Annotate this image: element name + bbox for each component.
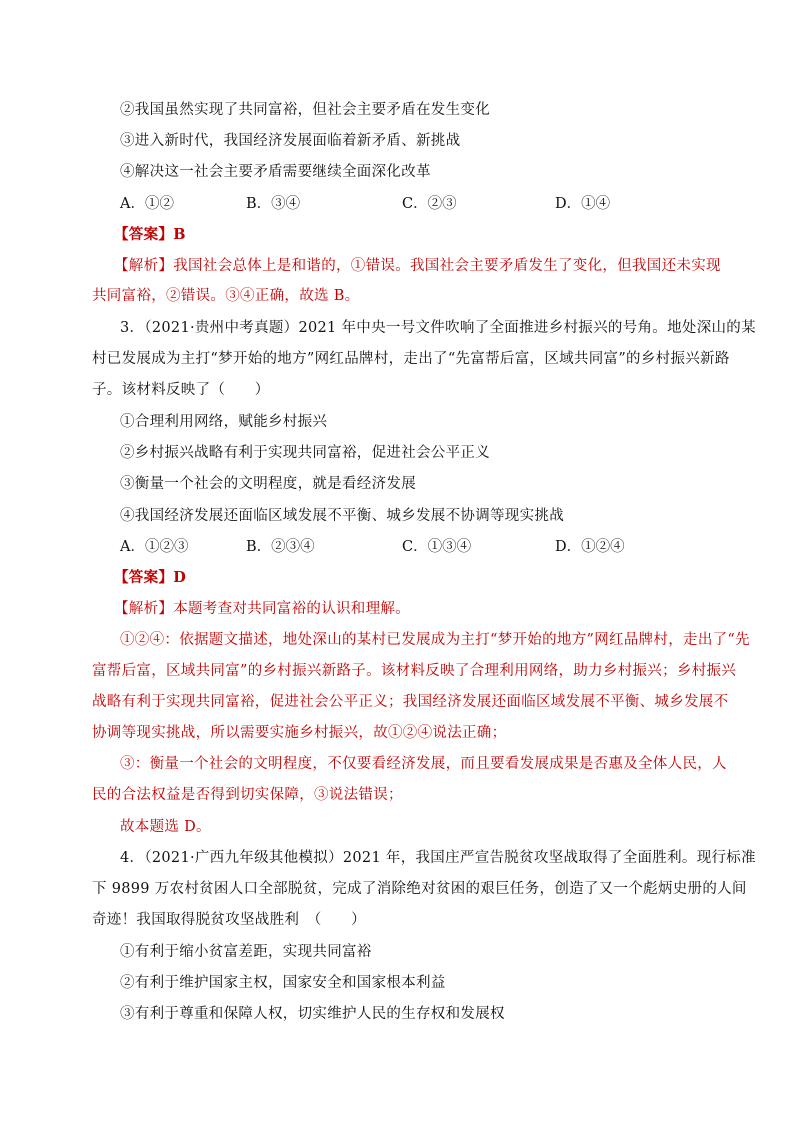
q3-analysis: 【解析】本题考查对共同富裕的认识和理解。: [114, 601, 410, 617]
q4-statement-3: ③有利于尊重和保障人权，切实维护人民的生存权和发展权: [120, 1006, 505, 1022]
q2-statement-4: ④解决这一社会主要矛盾需要继续全面深化改革: [120, 164, 431, 180]
q2-statement-2: ②我国虽然实现了共同富裕，但社会主要矛盾在发生变化: [120, 102, 490, 118]
q3-statement-3: ③衡量一个社会的文明程度，就是看经济发展: [120, 476, 416, 492]
q2-option-b: B．③④: [246, 196, 301, 212]
q4-statement-1: ①有利于缩小贫富差距，实现共同富裕: [120, 944, 372, 960]
q3-statement-2: ②乡村振兴战略有利于实现共同富裕，促进社会公平正义: [120, 445, 490, 461]
q3-option-d: D．①②④: [555, 539, 625, 555]
q3-option-b: B．②③④: [246, 539, 315, 555]
q3-statement-4: ④我国经济发展还面临区域发展不平衡、城乡发展不协调等现实挑战: [120, 508, 564, 524]
q3-analysis-detail-3: 战略有利于实现共同富裕，促进社会公平正义；我国经济发展还面临区域发展不平衡、城乡发展不: [92, 694, 729, 710]
q3-analysis-detail-2: 富帮后富，区域共同富”的乡村振兴新路子。该材料反映了合理利用网络，助力乡村振兴；乡村振兴: [92, 663, 737, 679]
q3-option-c: C．①③④: [402, 539, 472, 555]
q2-answer: 【答案】B: [114, 226, 186, 243]
q2-option-c: C．②③: [402, 196, 457, 212]
q3-stem-cont-2: 子。该材料反映了（ ）: [92, 382, 270, 398]
q2-analysis: 【解析】我国社会总体上是和谐的，①错误。我国社会主要矛盾发生了变化，但我国还未实现: [114, 258, 721, 274]
q3-analysis-detail-5: ③：衡量一个社会的文明程度，不仅要看经济发展，而且要看发展成果是否惠及全体人民，人: [120, 756, 727, 772]
q3-conclusion: 故本题选 D。: [120, 819, 211, 835]
q4-stem: 4．（2021·广西九年级其他模拟）2021 年，我国庄严宣告脱贫攻坚战取得了全面胜利。现行标准: [120, 850, 756, 866]
q3-stem-cont-1: 村已发展成为主打“梦开始的地方”网红品牌村，走出了“先富帮后富，区域共同富”的乡村振兴新路: [92, 351, 730, 367]
q3-analysis-detail-4: 协调等现实挑战，所以需要实施乡村振兴，故①②④说法正确；: [92, 725, 507, 741]
q3-analysis-detail-1: ①②④：依据题文描述，地处深山的某村已发展成为主打“梦开始的地方”网红品牌村，走出了“先: [120, 632, 750, 648]
q3-option-a: A．①②③: [120, 539, 189, 555]
q4-stem-cont-2: 奇迹！我国取得脱贫攻坚战胜利 （ ）: [92, 912, 366, 928]
q2-option-d: D．①④: [555, 196, 611, 212]
q2-statement-3: ③进入新时代，我国经济发展面临着新矛盾、新挑战: [120, 133, 461, 149]
q3-stem: 3．（2021·贵州中考真题）2021 年中央一号文件吹响了全面推进乡村振兴的号角。地处深山的某: [120, 320, 756, 336]
q4-stem-cont-1: 下 9899 万农村贫困人口全部脱贫，完成了消除绝对贫困的艰巨任务，创造了又一个彪炳史册的人间: [92, 881, 747, 897]
q2-option-a: A．①②: [120, 196, 174, 212]
q3-statement-1: ①合理利用网络，赋能乡村振兴: [120, 414, 328, 430]
q4-statement-2: ②有利于维护国家主权，国家安全和国家根本利益: [120, 975, 446, 991]
q3-analysis-detail-6: 民的合法权益是否得到切实保障，③说法错误；: [92, 787, 403, 803]
q3-answer: 【答案】D: [114, 569, 187, 586]
q2-analysis-cont: 共同富裕，②错误。③④正确，故选 B。: [92, 288, 360, 304]
